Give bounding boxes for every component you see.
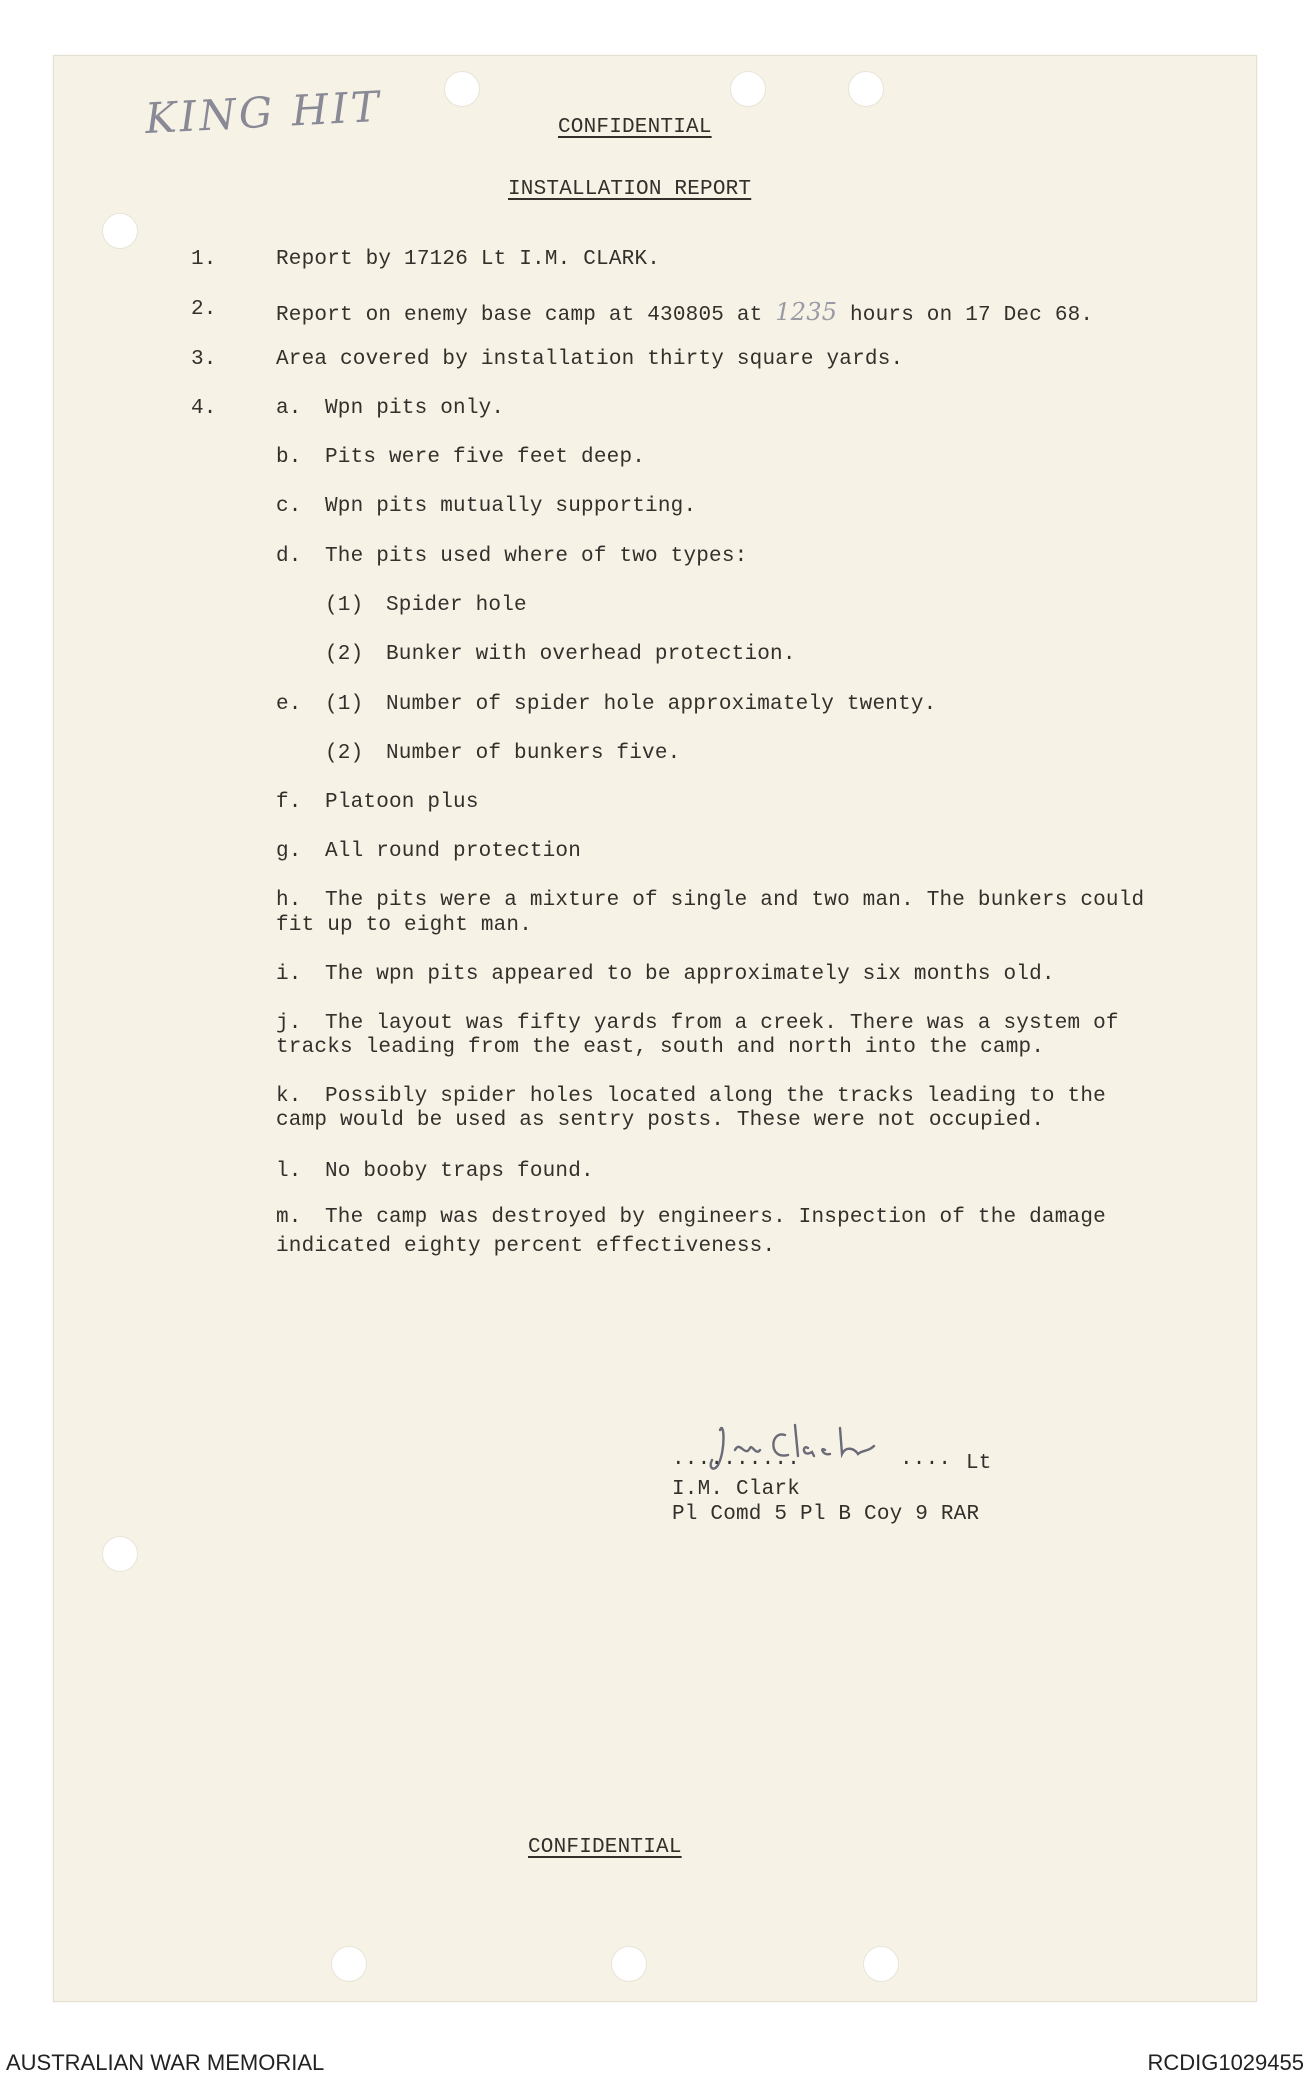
signature-dots: .... bbox=[900, 1448, 952, 1471]
sub-text: Platoon plus bbox=[325, 791, 479, 814]
punch-hole bbox=[102, 1536, 138, 1572]
sub-letter: e. bbox=[276, 693, 302, 716]
sub-text: The layout was fifty yards from a creek. There was a system of bbox=[325, 1012, 1119, 1035]
sub-text: Pits were five feet deep. bbox=[325, 446, 646, 469]
sub-text-continued: camp would be used as sentry posts. These were not occupied. bbox=[276, 1109, 1045, 1132]
item-number: 1. bbox=[191, 248, 217, 271]
item-number: 2. bbox=[191, 298, 217, 321]
sub-letter: d. bbox=[276, 545, 302, 568]
sub-sub-text: Number of spider hole approximately twenty. bbox=[386, 693, 937, 716]
item-text bbox=[276, 298, 1093, 327]
sub-text-continued: tracks leading from the east, south and north into the camp. bbox=[276, 1036, 1045, 1059]
item-number: 4. bbox=[191, 397, 217, 420]
sub-text: Wpn pits only. bbox=[325, 397, 505, 420]
sub-text-continued: fit up to eight man. bbox=[276, 914, 533, 937]
sub-text: The camp was destroyed by engineers. Inspection of the damage bbox=[325, 1206, 1106, 1229]
archive-id: RCDIG1029455 bbox=[1147, 2050, 1304, 2075]
sub-text: All round protection bbox=[325, 840, 582, 863]
sub-sub-number: (1) bbox=[325, 693, 364, 716]
sub-letter: l. bbox=[276, 1160, 302, 1183]
sub-letter: f. bbox=[276, 791, 302, 814]
sub-letter: b. bbox=[276, 446, 302, 469]
sub-text: The wpn pits appeared to be approximately six months old. bbox=[325, 963, 1055, 986]
punch-hole bbox=[444, 71, 480, 107]
punch-hole bbox=[848, 71, 884, 107]
item-text-after: hours on 17 Dec 68. bbox=[850, 304, 1094, 327]
sub-letter: c. bbox=[276, 495, 302, 518]
item-number: 3. bbox=[191, 348, 217, 371]
punch-hole bbox=[102, 213, 138, 249]
sub-sub-text: Number of bunkers five. bbox=[386, 742, 681, 765]
sub-sub-text: Bunker with overhead protection. bbox=[386, 643, 796, 666]
signature-dots: .......... bbox=[672, 1448, 801, 1471]
signature-rank: Lt bbox=[966, 1452, 992, 1475]
footer-confidential: CONFIDENTIAL bbox=[528, 1836, 682, 1859]
archive-credit: AUSTRALIAN WAR MEMORIAL bbox=[6, 2050, 325, 2075]
handwritten-time: 1235 bbox=[775, 298, 838, 326]
sub-text: The pits were a mixture of single and two man. The bunkers could bbox=[325, 889, 1145, 912]
sub-sub-number: (2) bbox=[325, 742, 364, 765]
item-text-before: Report on enemy base camp at 430805 at bbox=[276, 304, 763, 327]
sub-letter: m. bbox=[276, 1206, 302, 1229]
item-text: Report by 17126 Lt I.M. CLARK. bbox=[276, 248, 661, 271]
header-confidential: CONFIDENTIAL bbox=[558, 116, 712, 139]
sub-text: No booby traps found. bbox=[325, 1160, 594, 1183]
sub-sub-number: (2) bbox=[325, 643, 364, 666]
punch-hole bbox=[611, 1946, 647, 1982]
sub-letter: g. bbox=[276, 840, 302, 863]
sub-text-continued: indicated eighty percent effectiveness. bbox=[276, 1235, 776, 1258]
punch-hole bbox=[863, 1946, 899, 1982]
sub-sub-number: (1) bbox=[325, 594, 364, 617]
sub-text: The pits used where of two types: bbox=[325, 545, 748, 568]
signature-name: I.M. Clark bbox=[672, 1478, 801, 1501]
signature-unit: Pl Comd 5 Pl B Coy 9 RAR bbox=[672, 1503, 980, 1526]
sub-text: Wpn pits mutually supporting. bbox=[325, 495, 697, 518]
sub-letter: j. bbox=[276, 1012, 302, 1035]
sub-sub-text: Spider hole bbox=[386, 594, 527, 617]
sub-text: Possibly spider holes located along the tracks leading to the bbox=[325, 1085, 1106, 1108]
sub-letter: i. bbox=[276, 963, 302, 986]
punch-hole bbox=[730, 71, 766, 107]
sub-letter: h. bbox=[276, 889, 302, 912]
sub-letter: a. bbox=[276, 397, 302, 420]
punch-hole bbox=[331, 1946, 367, 1982]
handwritten-annotation: KING HIT bbox=[143, 81, 383, 144]
item-text: Area covered by installation thirty square yards. bbox=[276, 348, 904, 371]
sub-letter: k. bbox=[276, 1085, 302, 1108]
report-title: INSTALLATION REPORT bbox=[508, 178, 752, 201]
